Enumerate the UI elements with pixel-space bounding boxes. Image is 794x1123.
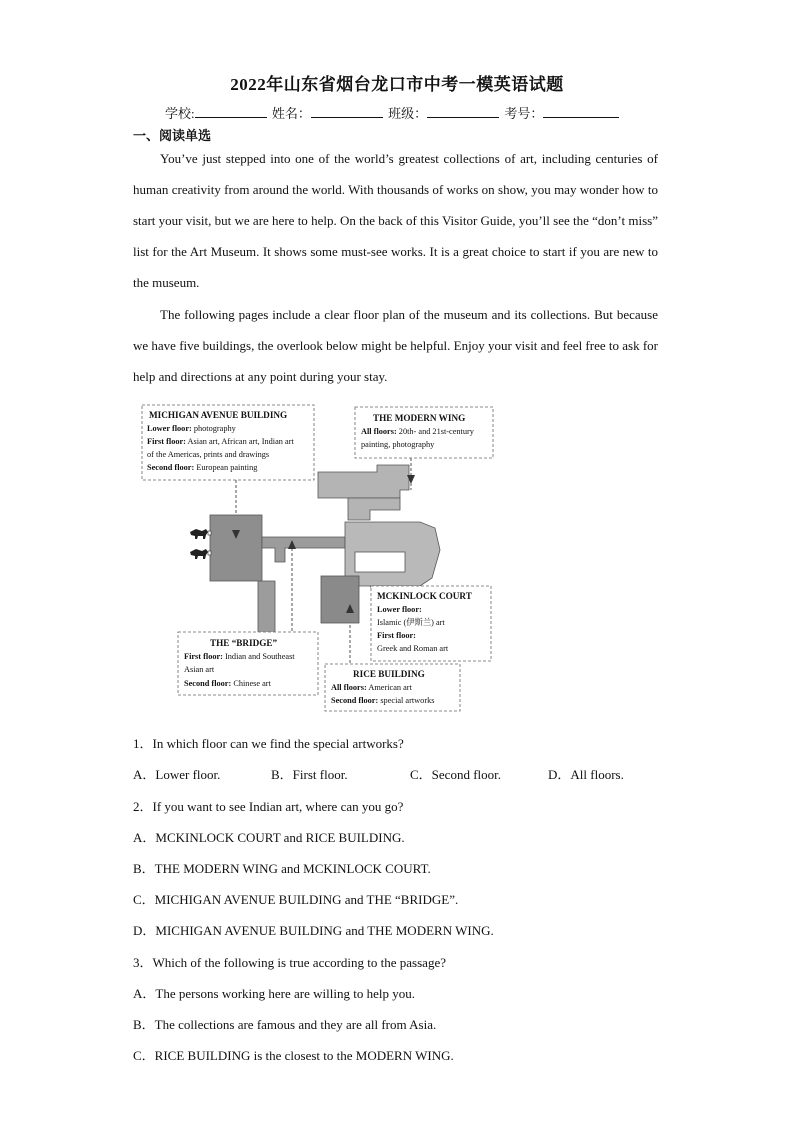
q2-option-c[interactable]: C．MICHIGAN AVENUE BUILDING and THE “BRIDGE”. <box>133 892 459 907</box>
rice-line-1: All floors: American art <box>331 683 412 692</box>
bridge-line-2: Asian art <box>184 665 215 674</box>
michigan-line-2: First floor: Asian art, African art, Indian art <box>147 437 294 446</box>
question-2-stem: 2．If you want to see Indian art, where can you go? <box>133 799 404 814</box>
bridge-line-1: First floor: Indian and Southeast <box>184 652 295 661</box>
michigan-line-4: Second floor: European painting <box>147 463 258 472</box>
q2-option-a[interactable]: A．MCKINLOCK COURT and RICE BUILDING. <box>133 830 405 845</box>
q3-option-a[interactable]: A．The persons working here are willing to help you. <box>133 986 415 1001</box>
school-label: 学校: <box>165 106 195 121</box>
museum-floor-map <box>140 400 510 715</box>
lion-statue-icons <box>190 529 211 559</box>
name-label: 姓名： <box>271 106 311 121</box>
q1-option-d[interactable]: D．All floors. <box>548 767 624 782</box>
student-info-line <box>165 103 621 122</box>
page-title: 2022年山东省烟台龙口市中考一模英语试题 <box>230 75 564 94</box>
modern-wing-link-shape <box>348 498 400 520</box>
mckinlock-name: MCKINLOCK COURT <box>377 591 472 601</box>
mckinlock-courtyard <box>355 552 405 572</box>
school-field[interactable] <box>195 105 267 118</box>
passage-paragraph-1: You’ve just stepped into one of the world’s greatest collections of art, including centuries of human creativity from around the world. With thousands of works on show, you may wonder how to start your visit, but we are here to help. On the back of this Visitor Guide, you’ll see the “don’t miss” list for the Art Museum. It shows some must-see works. It is a great choice to start if you are new to the museum. <box>133 151 658 290</box>
passage-paragraph-2: The following pages include a clear floor plan of the museum and its collections. But because we have five buildings, the overlook below might be helpful. Enjoy your visit and feel free to ask for help and directions at any point during your stay. <box>133 307 658 384</box>
lion-icon-south <box>190 549 208 559</box>
michigan-building-shape <box>210 515 262 581</box>
modern-line-1: All floors: 20th- and 21st-century <box>361 427 474 436</box>
modern-name: THE MODERN WING <box>373 413 466 423</box>
q1-option-b[interactable]: B．First floor. <box>271 767 348 782</box>
mckinlock-line-4: Greek and Roman art <box>377 644 449 653</box>
q2-option-d[interactable]: D．MICHIGAN AVENUE BUILDING and THE MODERN WING. <box>133 923 494 938</box>
number-field[interactable] <box>543 105 619 118</box>
section-title: 一、阅读单选 <box>133 129 212 144</box>
mckinlock-line-3: First floor: <box>377 631 416 640</box>
modern-line-2: painting, photography <box>361 440 435 449</box>
bridge-shape <box>262 537 345 562</box>
bridge-south-wing-shape <box>258 581 275 638</box>
bridge-name: THE “BRIDGE” <box>210 638 278 648</box>
q3-option-c[interactable]: C．RICE BUILDING is the closest to the MODERN WING. <box>133 1048 454 1063</box>
question-1-stem: 1．In which floor can we find the special artworks? <box>133 736 404 751</box>
class-field[interactable] <box>427 105 499 118</box>
rice-line-2: Second floor: special artworks <box>331 696 435 705</box>
q3-option-b[interactable]: B．The collections are famous and they are all from Asia. <box>133 1017 437 1032</box>
q1-option-c[interactable]: C．Second floor. <box>410 767 501 782</box>
bridge-line-3: Second floor: Chinese art <box>184 679 271 688</box>
rice-building-shape <box>321 576 359 623</box>
q1-option-a[interactable]: A．Lower floor. <box>133 767 221 782</box>
floor-map-graphic <box>140 400 510 715</box>
mckinlock-line-2: Islamic (伊斯兰) art <box>377 618 445 627</box>
rice-name: RICE BUILDING <box>353 669 425 679</box>
q2-option-b[interactable]: B．THE MODERN WING and MCKINLOCK COURT. <box>133 861 431 876</box>
class-label: 班级： <box>388 106 428 121</box>
mckinlock-line-1: Lower floor: <box>377 605 422 614</box>
name-field[interactable] <box>311 105 383 118</box>
modern-wing-north-shape <box>318 465 409 498</box>
michigan-line-1: Lower floor: photography <box>147 424 236 433</box>
number-label: 考号： <box>504 106 544 121</box>
michigan-name: MICHIGAN AVENUE BUILDING <box>149 410 288 420</box>
michigan-line-3: of the Americas, prints and drawings <box>147 450 270 459</box>
question-3-stem: 3．Which of the following is true according to the passage? <box>133 955 446 970</box>
lion-icon-north <box>190 529 208 539</box>
